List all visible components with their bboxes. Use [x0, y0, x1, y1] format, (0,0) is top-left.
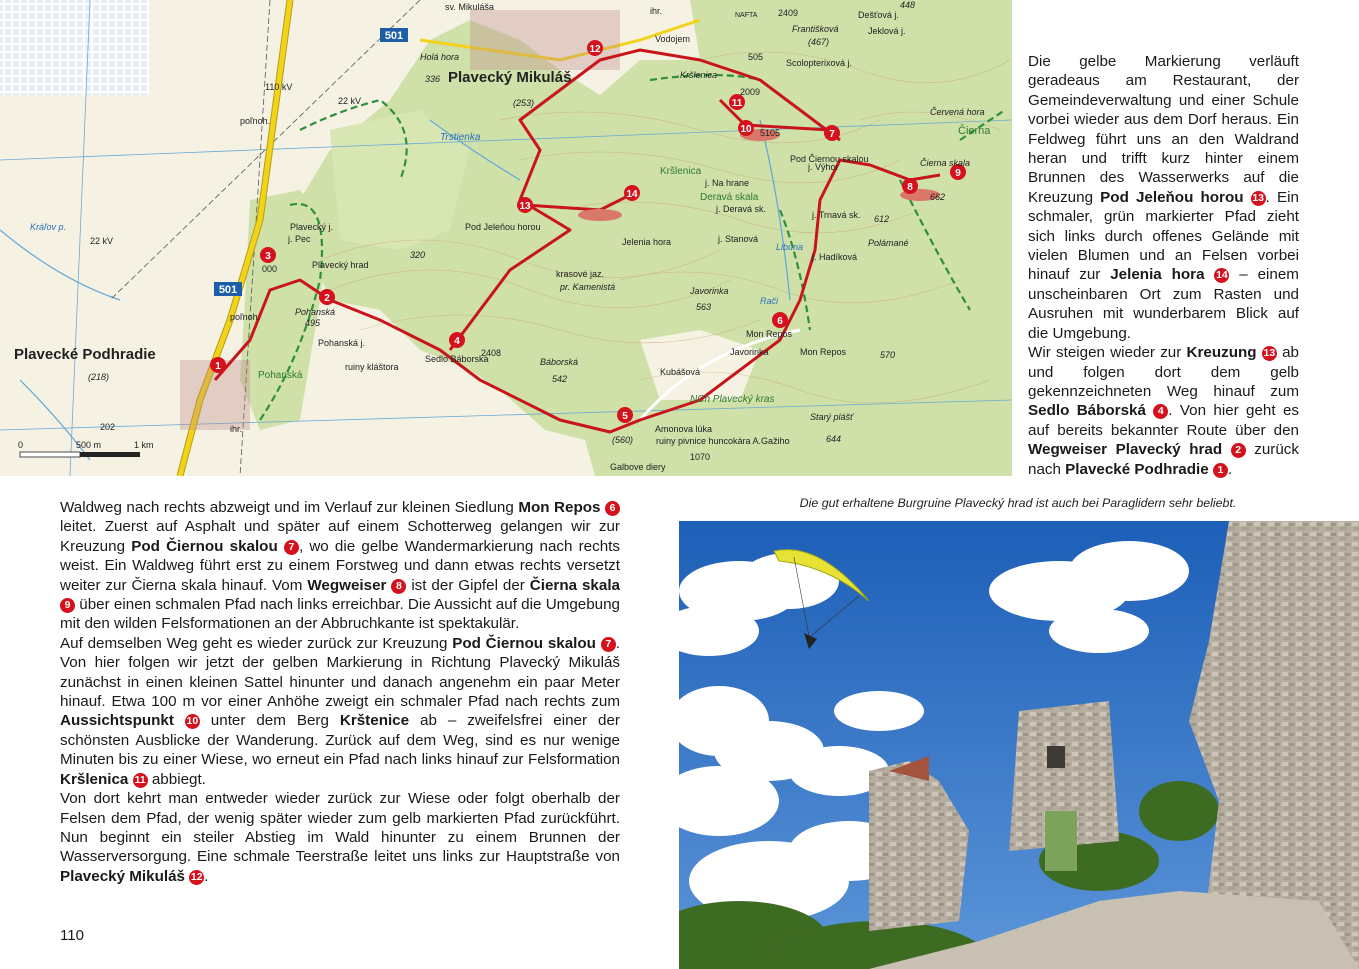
svg-text:495: 495 [305, 318, 321, 328]
svg-text:12: 12 [589, 44, 601, 55]
svg-text:644: 644 [826, 434, 842, 444]
waypoint-6 [772, 312, 788, 328]
svg-text:6: 6 [777, 316, 783, 327]
waypoint-12 [587, 40, 603, 56]
waypoint-badge: 9 [60, 598, 75, 613]
svg-text:448: 448 [900, 0, 916, 10]
svg-text:(253): (253) [513, 98, 535, 108]
svg-text:Javorinka: Javorinka [730, 347, 769, 357]
svg-text:krasové jaz.: krasové jaz. [556, 269, 605, 279]
svg-text:501: 501 [218, 284, 238, 296]
svg-text:j. Stanová: j. Stanová [718, 234, 759, 244]
right-paragraph-2: Wir steigen wieder zur Kreuzung 13 ab und folgen dort dem gelb gekennzeichneten Weg hinauf zum Sedlo Báborská 4 . Von hier geht es auf bereits bekannter Route über den Wegweiser Plavecký hrad 2 zurück nach Plavecké Podhradie 1 . [1028, 344, 1299, 478]
svg-text:ruiny pivnice huncokára A.Gaži: ruiny pivnice huncokára A.Gažiho [656, 436, 790, 446]
waypoint-2 [319, 289, 335, 305]
svg-text:500 m: 500 m [76, 440, 102, 450]
label-plavecky-mikulas: Plavecký Mikuláš [448, 69, 572, 86]
waypoint-badge: 7 [601, 637, 616, 652]
svg-text:Čierna: Čierna [958, 125, 991, 137]
waypoint-badge: 11 [134, 773, 146, 786]
svg-text:Plavecký j.: Plavecký j. [290, 222, 334, 232]
label-sv-mikulasa: sv. Mikuláša [445, 2, 494, 12]
svg-text:(218): (218) [88, 372, 110, 382]
waypoint-8 [902, 178, 918, 194]
svg-text:j. Pec: j. Pec [288, 234, 311, 244]
svg-text:336: 336 [425, 74, 441, 84]
svg-text:Báborská: Báborská [540, 357, 579, 367]
svg-text:Jelenia hora: Jelenia hora [622, 237, 672, 247]
svg-text:Dešťová j.: Dešťová j. [858, 10, 899, 20]
svg-text:Trstienka: Trstienka [440, 132, 481, 143]
svg-text:Pohanská j.: Pohanská j. [318, 338, 366, 348]
svg-text:pr. Kamenistá: pr. Kamenistá [560, 282, 616, 292]
svg-text:1: 1 [215, 361, 221, 372]
map-canvas [0, 0, 1012, 476]
photo-caption: Die gut erhaltene Burgruine Plavecký hrad ist auch bei Paraglidern sehr beliebt. [799, 496, 1237, 510]
waypoint-14 [624, 185, 640, 201]
svg-text:Libuna: Libuna [776, 242, 804, 252]
svg-text:5105: 5105 [760, 128, 781, 138]
svg-text:Mon Repos: Mon Repos [746, 329, 793, 339]
svg-text:110 kV: 110 kV [265, 82, 293, 92]
svg-text:Starý plášť: Starý plášť [810, 412, 854, 422]
svg-text:ihr.: ihr. [650, 6, 663, 16]
svg-text:14: 14 [626, 189, 638, 200]
waypoint-badge: 14 [1216, 269, 1228, 282]
svg-text:Galbove diery: Galbove diery [610, 462, 666, 472]
svg-text:Holá hora: Holá hora [420, 52, 460, 62]
svg-text:8: 8 [907, 182, 913, 193]
svg-text:4: 4 [454, 336, 460, 347]
svg-text:j. Výhor: j. Výhor [808, 162, 839, 172]
svg-text:662: 662 [930, 192, 946, 202]
waypoint-3 [260, 247, 276, 263]
waypoint-badge: 1 [1213, 463, 1228, 478]
waypoint-5 [617, 407, 633, 423]
svg-text:202: 202 [100, 422, 116, 432]
svg-text:Jeklová j.: Jeklová j. [868, 26, 906, 36]
svg-text:22 kV: 22 kV [90, 236, 114, 246]
svg-text:NCh Plavecký kras: NCh Plavecký kras [690, 394, 775, 405]
waypoint-badge: 6 [605, 501, 620, 516]
castle-ruin-photo [679, 521, 1359, 969]
label-plavecke-podhradie: Plavecké Podhradie [14, 346, 156, 363]
page-number: 110 [60, 927, 84, 944]
svg-text:7: 7 [829, 129, 835, 140]
waypoint-badge: 7 [284, 540, 299, 555]
svg-text:Františková: Františková [792, 24, 839, 34]
svg-text:poľnoh.: poľnoh. [230, 312, 261, 322]
waypoint-badge: 10 [186, 715, 199, 728]
svg-text:Scolopterixová j.: Scolopterixová j. [786, 58, 853, 68]
svg-text:Kráľov p.: Kráľov p. [30, 222, 67, 232]
svg-text:542: 542 [552, 374, 568, 384]
svg-text:000: 000 [262, 264, 278, 274]
svg-text:563: 563 [696, 302, 712, 312]
svg-text:22 kV: 22 kV [338, 96, 362, 106]
svg-text:9: 9 [955, 168, 961, 179]
waypoint-7 [824, 125, 840, 141]
svg-text:Čierna skala: Čierna skala [920, 158, 971, 168]
waypoint-badge: 2 [1231, 443, 1246, 458]
hiking-map [0, 0, 1012, 476]
svg-text:Pod Jeleňou horou: Pod Jeleňou horou [465, 222, 541, 232]
svg-text:0: 0 [18, 440, 24, 450]
svg-text:Mon Repos: Mon Repos [800, 347, 847, 357]
svg-text:Deravá skala: Deravá skala [700, 192, 759, 203]
svg-text:j. Na hrane: j. Na hrane [705, 178, 750, 188]
svg-text:Pod Čiernou skalou: Pod Čiernou skalou [790, 154, 869, 164]
svg-text:j. Hadíková: j. Hadíková [812, 252, 858, 262]
svg-text:Pohanská: Pohanská [295, 307, 336, 317]
svg-text:(467): (467) [808, 37, 830, 47]
waypoint-badge: 4 [1153, 404, 1168, 419]
svg-text:j. Trnavá sk.: j. Trnavá sk. [812, 210, 861, 220]
svg-text:1070: 1070 [690, 452, 711, 462]
svg-text:ihr.: ihr. [230, 424, 243, 434]
svg-text:Kršlenica: Kršlenica [660, 166, 702, 177]
waypoint-badge: 13 [1263, 347, 1276, 360]
svg-text:501: 501 [384, 30, 404, 42]
left-text-column [60, 498, 620, 886]
waypoint-badge: 13 [1252, 191, 1265, 204]
waypoint-badge: 12 [190, 870, 203, 883]
svg-text:10: 10 [740, 124, 752, 135]
hatched-area [0, 0, 150, 95]
svg-text:320: 320 [410, 250, 426, 260]
right-paragraph-1: Die gelbe Markierung verläuft geradeaus am Restaurant, der Gemeindeverwaltung und einer Schule vorbei wieder aus dem Dorf heraus. Ein Feldweg führt uns an den Waldrand heran und trifft kurz hinter einem Brunnen des Wasserwerks auf die Kreuzung Pod Jeleňou horou 13 . Ein schmaler, grün markierter Pfad zieht sich links durch offenes Gelände mit vielen Blumen und an Felsen vorbei hinauf zur Jelenia hora 14 – einem unscheinbaren Ort zum Rasten und Ausruhen mit wunderbarem Blick auf die Umgebung. [1028, 53, 1299, 342]
svg-text:ruiny kláštora: ruiny kláštora [345, 362, 399, 372]
svg-text:Plavecký hrad: Plavecký hrad [312, 260, 369, 270]
svg-text:Rači: Rači [760, 296, 779, 306]
svg-text:2409: 2409 [778, 8, 799, 18]
right-text-column [1028, 52, 1299, 479]
waypoint-13 [517, 197, 533, 213]
svg-text:Polámané: Polámané [868, 238, 909, 248]
svg-text:570: 570 [880, 350, 896, 360]
photo-illustration [679, 521, 1359, 969]
svg-text:Vodojem: Vodojem [655, 34, 691, 44]
svg-text:3: 3 [265, 251, 271, 262]
svg-text:2408: 2408 [481, 348, 502, 358]
svg-text:13: 13 [519, 201, 531, 212]
svg-text:505: 505 [748, 52, 764, 62]
waypoint-1 [210, 357, 226, 373]
svg-text:poľnoh.: poľnoh. [240, 116, 271, 126]
left-paragraph-1: Waldweg nach rechts abzweigt und im Verlauf zur kleinen Siedlung Mon Repos 6 leitet. Zuerst auf Asphalt und später auf einem Schotterweg gelangen wir zur Kreuzung Pod Čiernou skalou 7 , wo die gelbe Wandermarkierung nach rechts weist. Ein Waldweg führt erst zu einem Forstweg und dann etwas rechts versetzt weiter zur Čierna skala hinauf. Vom Wegweiser 8 ist der Gipfel der Čierna skala 9 über einen schmalen Pfad nach links erreichbar. Die Aussicht auf die Umgebung mit den wilden Felsformationen an der Abbruchkante ist spektakulär. [60, 499, 620, 633]
svg-text:NAFTA: NAFTA [735, 12, 758, 19]
svg-text:612: 612 [874, 214, 890, 224]
left-paragraph-3: Von dort kehrt man entweder wieder zurück zur Wiese oder folgt oberhalb der Felsen dem Pfad, der wenig später wieder zum gelb markierten Pfad zurückführt. Nun beginnt ein steiler Abstieg im Wald hinunter zu einem Brunnen der Wasserversorgung. Eine schmale Teerstraße leitet uns links zur Hauptstraße von Plavecký Mikuláš 12 . [60, 790, 620, 885]
svg-text:Sedlo Báborská: Sedlo Báborská [425, 354, 489, 364]
svg-text:2009: 2009 [740, 87, 761, 97]
svg-text:j. Deravá sk.: j. Deravá sk. [716, 204, 767, 214]
svg-text:5: 5 [622, 411, 628, 422]
svg-text:1 km: 1 km [134, 440, 154, 450]
svg-text:11: 11 [731, 98, 743, 109]
waypoint-10 [738, 120, 754, 136]
waypoint-4 [449, 332, 465, 348]
left-paragraph-2: Auf demselben Weg geht es wieder zurück zur Kreuzung Pod Čiernou skalou 7 . Von hier folgen wir jetzt der gelben Markierung in Richtung Plavecký Mikuláš zunächst in einen kleinen Sattel hinunter und danach angenehm ein paar Meter hinauf. Etwa 100 m vor einer Anhöhe zweigt ein schmaler Pfad nach rechts zum Aussichtspunkt 10 unter dem Berg Krštenice ab – zweifelsfrei einer der schönsten Ausblicke der Wanderung. Zurück auf dem Weg, sind es nur wenige Minuten bis zu einer Wiese, wo erneut ein Pfad nach links hinauf zur Felsformation Kršlenica 11 abbiegt. [60, 634, 620, 788]
waypoint-badge: 8 [391, 579, 406, 594]
svg-text:Kubášová: Kubášová [660, 367, 701, 377]
svg-text:2: 2 [324, 293, 330, 304]
svg-text:Amonova lúka: Amonova lúka [655, 424, 713, 434]
svg-text:(560): (560) [612, 435, 634, 445]
svg-text:Kršlenica: Kršlenica [680, 70, 718, 80]
svg-text:Javorinka: Javorinka [690, 286, 729, 296]
svg-text:Pohanská: Pohanská [258, 370, 303, 381]
svg-text:Červená hora: Červená hora [930, 107, 985, 117]
